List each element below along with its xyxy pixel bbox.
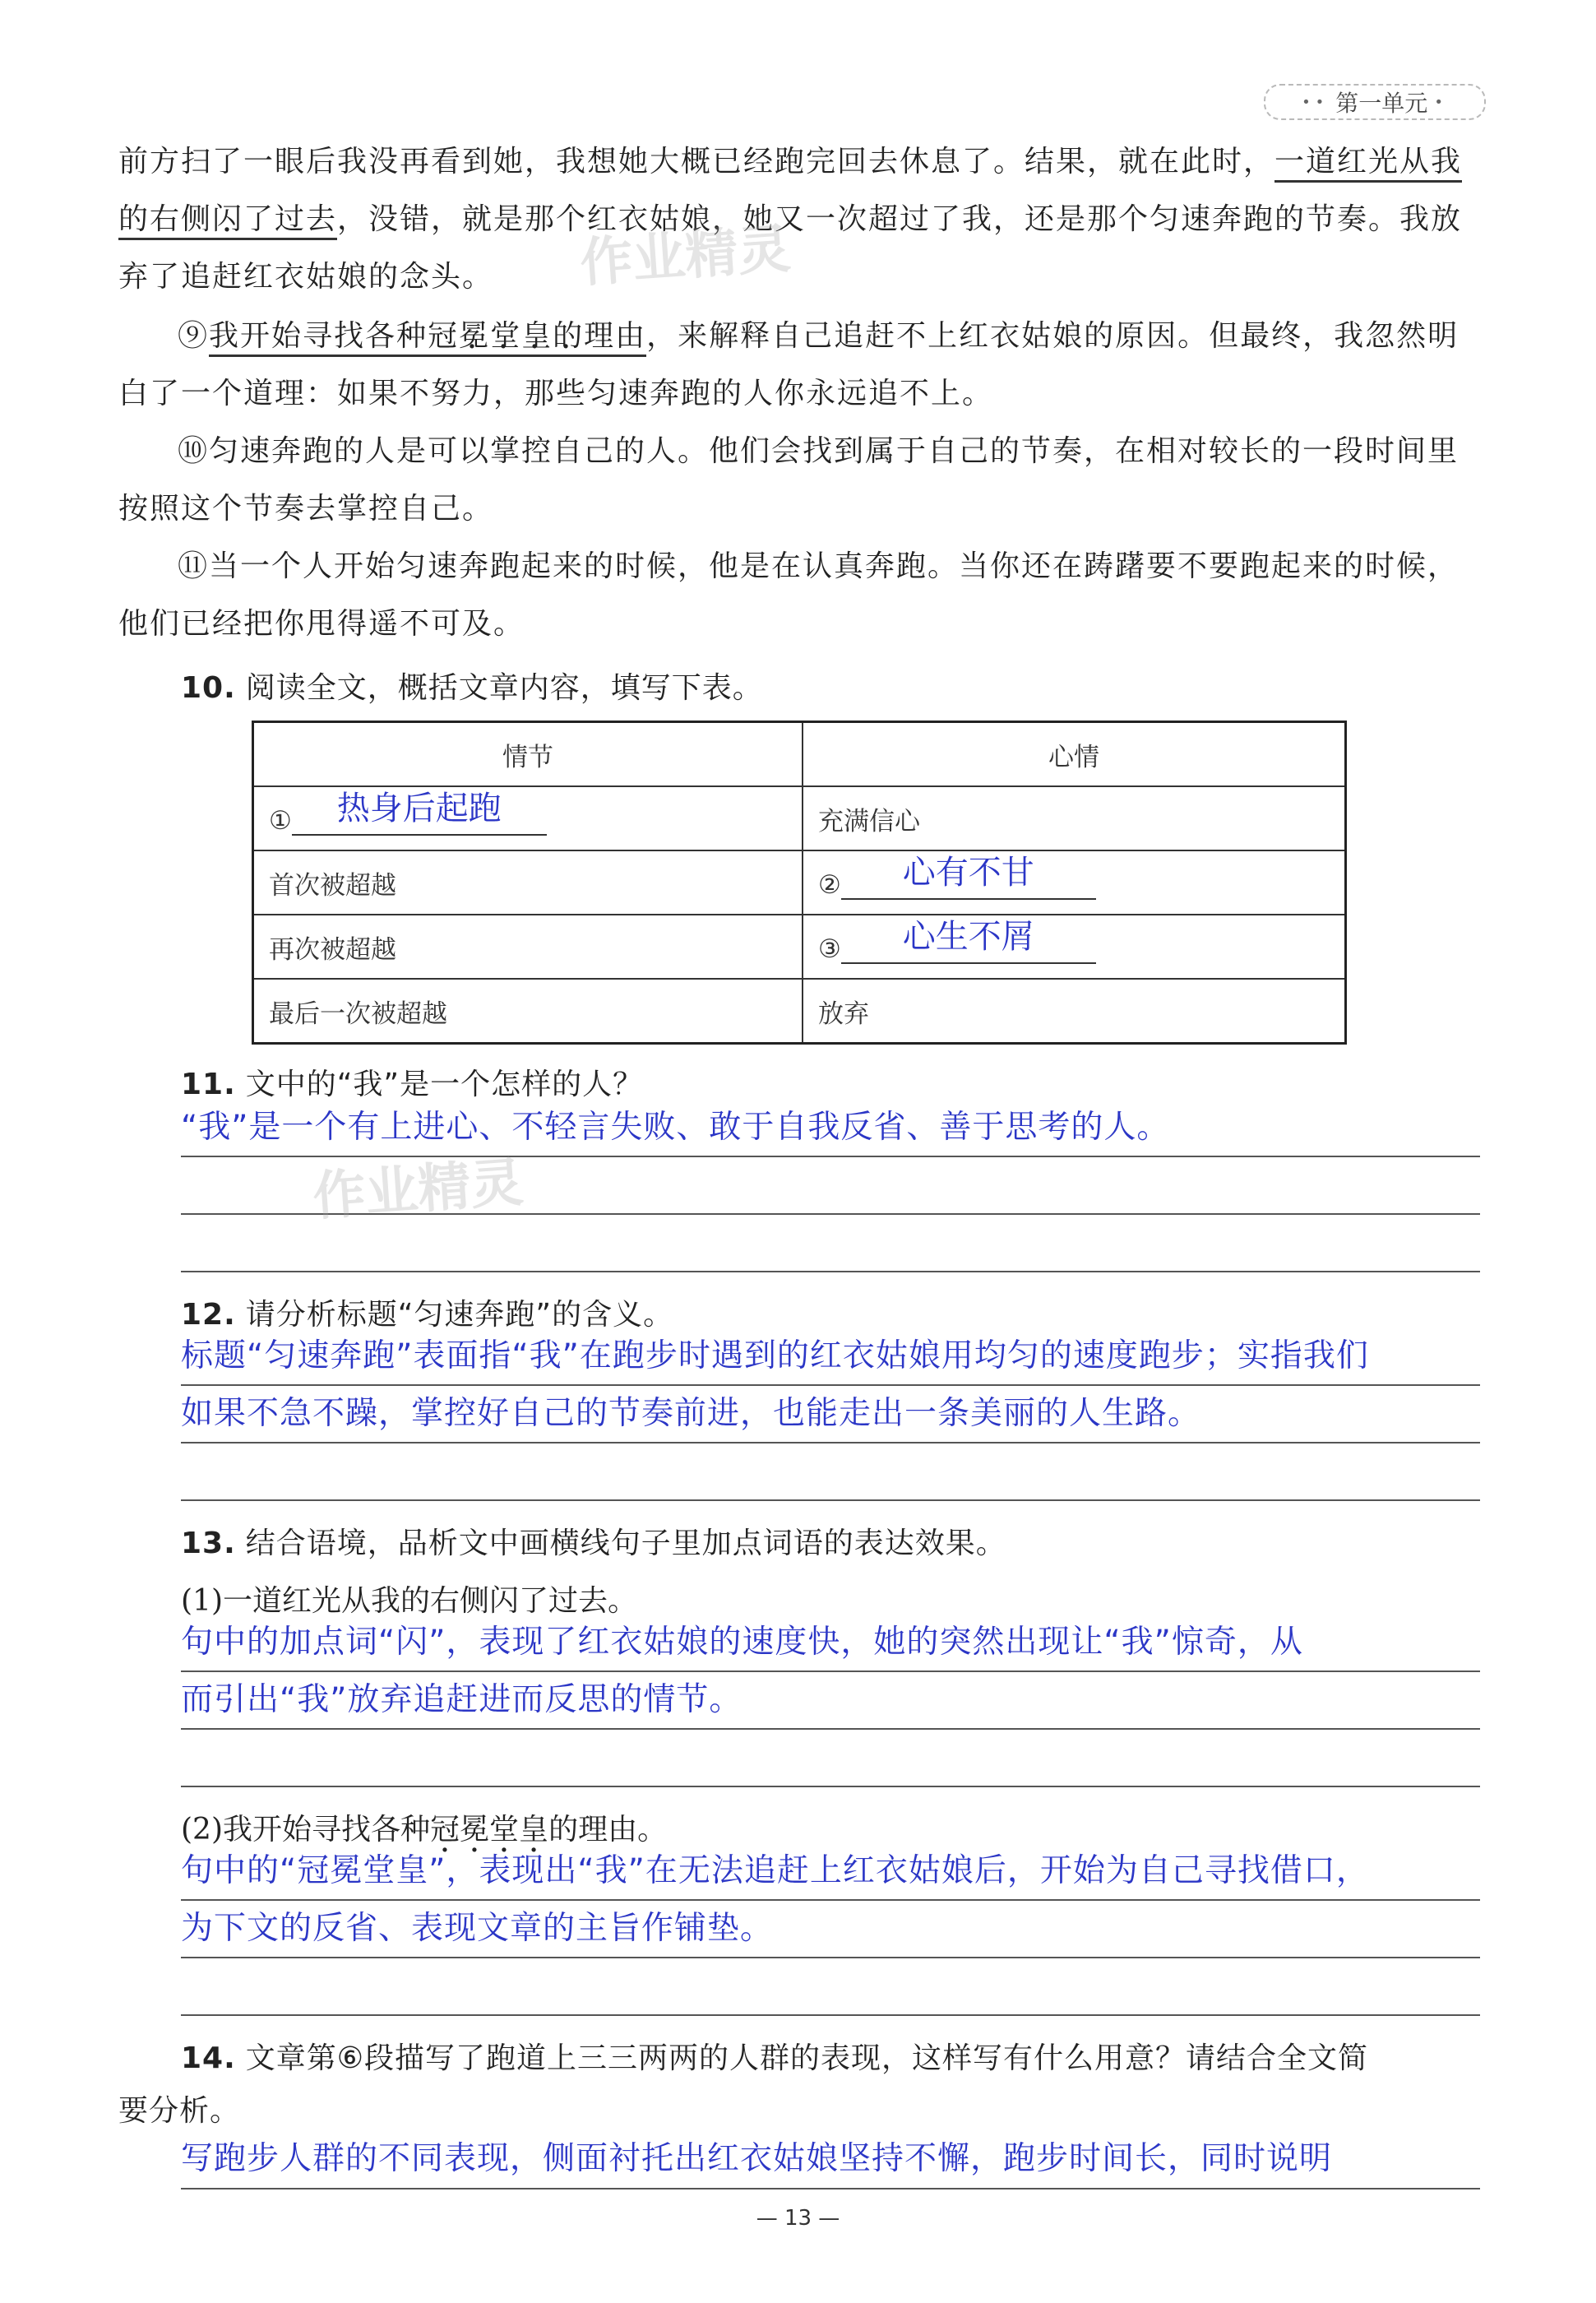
- ul2-part-b: 的理由: [553, 319, 647, 353]
- sub-2-text-a: (2)我开始寻找各种: [181, 1813, 430, 1847]
- answer-line: [181, 2014, 1480, 2016]
- question-12-text: 请分析标题“匀速奔跑”的含义。: [245, 1298, 674, 1332]
- answer-line: [181, 1271, 1480, 1272]
- p9-num: ⑨: [178, 319, 210, 353]
- answer-line: [181, 1728, 1480, 1730]
- table-cell-plot: 最后一次被超越: [253, 979, 803, 1044]
- ul2-part-a: 我开始寻找各种: [209, 319, 428, 353]
- watermark: 作业精灵: [311, 1152, 525, 1228]
- table-row: [253, 915, 1346, 979]
- table-header-row: [253, 722, 1346, 787]
- answer-line: [181, 1786, 1480, 1787]
- passage-paragraph-11: ⑪当一个人开始匀速奔跑起来的时候，他是在认真奔跑。当你还在踌躇要不要跑起来的时候，他们已经把你甩得遥不可及。: [118, 549, 1460, 641]
- question-10-text: 阅读全文，概括文章内容，填写下表。: [245, 671, 763, 705]
- dotted-char-4: 皇: [521, 319, 553, 353]
- blank-number: ①: [269, 806, 292, 836]
- dotted-char-3: 堂: [490, 319, 522, 353]
- table-cell-mood: 放弃: [803, 979, 1346, 1044]
- question-11-text: 文中的“我”是一个怎样的人？: [245, 1068, 644, 1101]
- page-number: — 13 —: [756, 2206, 840, 2231]
- answer-13-2-line-1: 句中的“冠冕堂皇”，表现出“我”在无法追赶上红衣姑娘后，开始为自己寻找借口，: [181, 1852, 1369, 1889]
- answer-12-line-2: 如果不急不躁，掌控好自己的节奏前进，也能走出一条美丽的人生路。: [181, 1395, 1201, 1432]
- question-13-text: 结合语境，品析文中画横线句子里加点词语的表达效果。: [245, 1527, 1006, 1560]
- ul1-part-c: 了过去: [243, 202, 338, 236]
- dotted-char-2: 冕: [460, 1813, 490, 1847]
- answer-blank: [841, 918, 1096, 964]
- question-10: [181, 665, 763, 707]
- table-row: [253, 979, 1346, 1044]
- unit-header: [1264, 84, 1486, 120]
- answer-line: [181, 1442, 1480, 1443]
- question-13-number: 13.: [181, 1527, 236, 1560]
- question-14-text-2: 要分析。: [118, 2094, 241, 2128]
- passage-paragraph-10: ⑩匀速奔跑的人是可以掌控自己的人。他们会找到属于自己的节奏，在相对较长的一段时间里按照这个节奏去掌控自己。: [118, 434, 1460, 526]
- answer-line: [181, 1499, 1480, 1501]
- answer-blank: [841, 854, 1096, 900]
- table-cell-plot: 再次被超越: [253, 915, 803, 979]
- question-14: [181, 2035, 1368, 2077]
- answer-line: [181, 2188, 1480, 2189]
- question-11: [181, 1061, 643, 1103]
- question-13-sub-1: (1)一道红光从我的右侧闪了过去。: [181, 1584, 637, 1618]
- p8-text-a: 前方扫了一眼后我没再看到她，我想她大概已经跑完回去休息了。结果，就在此时，: [118, 145, 1275, 178]
- table-header-plot: 情节: [253, 722, 803, 787]
- underlined-sentence-2: [209, 319, 646, 357]
- p9-text-b: ，来解释自己追赶不上红衣姑娘的原因。但最终，我忽然明白了一个道理：如果不努力，那些匀速奔跑的人你永远追不上。: [118, 319, 1460, 410]
- unit-title: 第一单元: [1335, 90, 1428, 117]
- p8-text-b: ，没错，就是那个红衣姑娘，她又一次超过了我，还是那个匀速奔跑的节奏。我放弃了追赶红衣姑娘的念头。: [118, 202, 1463, 294]
- ul1-part-b: 从我的右侧: [118, 145, 1463, 236]
- table-cell-plot: [253, 786, 803, 850]
- answer-text: 心生不屑: [902, 918, 1034, 956]
- dotted-word-shan: 闪: [212, 202, 244, 236]
- question-11-number: 11.: [181, 1068, 236, 1101]
- question-13: [181, 1520, 1006, 1562]
- answer-11: “我”是一个有上进心、不轻言失败、敢于自我反省、善于思考的人。: [181, 1109, 1170, 1146]
- table-row: [253, 850, 1346, 915]
- answer-line: [181, 1670, 1480, 1672]
- question-14-number: 14.: [181, 2041, 236, 2075]
- answer-text: 热身后起跑: [336, 790, 502, 827]
- question-14-text-1: 文章第⑥段描写了跑道上三三两两的人群的表现，这样写有什么用意？请结合全文简: [245, 2041, 1369, 2075]
- table-cell-mood: 充满信心: [803, 786, 1346, 850]
- dotted-char-2: 冕: [459, 319, 491, 353]
- ul1-part-a: 一道红光: [1274, 145, 1400, 178]
- answer-line: [181, 1384, 1480, 1386]
- passage-paragraph-8: [118, 133, 1483, 306]
- sub-2-text-b: 的理由。: [548, 1813, 668, 1847]
- answer-13-1-line-1: 句中的加点词“闪”，表现了红衣姑娘的速度快，她的突然出现让“我”惊奇，从: [181, 1624, 1303, 1661]
- summary-table: [252, 721, 1347, 1045]
- watermark: 作业精灵: [578, 219, 793, 294]
- answer-13-2-line-2: 为下文的反省、表现文章的主旨作铺垫。: [181, 1910, 774, 1947]
- dotted-char-1: 冠: [430, 1813, 460, 1847]
- passage-paragraph-9: [118, 308, 1483, 423]
- question-12-number: 12.: [181, 1298, 236, 1332]
- dotted-char-3: 堂: [489, 1813, 520, 1847]
- answer-14: 写跑步人群的不同表现，侧面衬托出红衣姑娘坚持不懈，跑步时间长，同时说明: [181, 2140, 1333, 2177]
- table-cell-mood: [803, 915, 1346, 979]
- answer-12-line-1: 标题“匀速奔跑”表面指“我”在跑步时遇到的红衣姑娘用均匀的速度跑步；实指我们: [181, 1337, 1369, 1374]
- dotted-char-1: 冠: [428, 319, 460, 353]
- blank-number: ②: [818, 870, 841, 900]
- table-cell-plot: 首次被超越: [253, 850, 803, 915]
- answer-blank: [292, 790, 547, 836]
- header-dots-left: ••: [1302, 93, 1330, 111]
- dotted-char-4: 皇: [519, 1813, 549, 1847]
- header-dots-right: •: [1434, 93, 1448, 111]
- blank-number: ③: [818, 934, 841, 964]
- table-cell-mood: [803, 850, 1346, 915]
- answer-line: [181, 1899, 1480, 1901]
- table-row: [253, 786, 1346, 850]
- question-10-number: 10.: [181, 671, 236, 705]
- table-header-mood: 心情: [803, 722, 1346, 787]
- answer-13-1-line-2: 而引出“我”放弃追赶进而反思的情节。: [181, 1681, 742, 1718]
- answer-text: 心有不甘: [902, 854, 1034, 892]
- answer-line: [181, 1957, 1480, 1958]
